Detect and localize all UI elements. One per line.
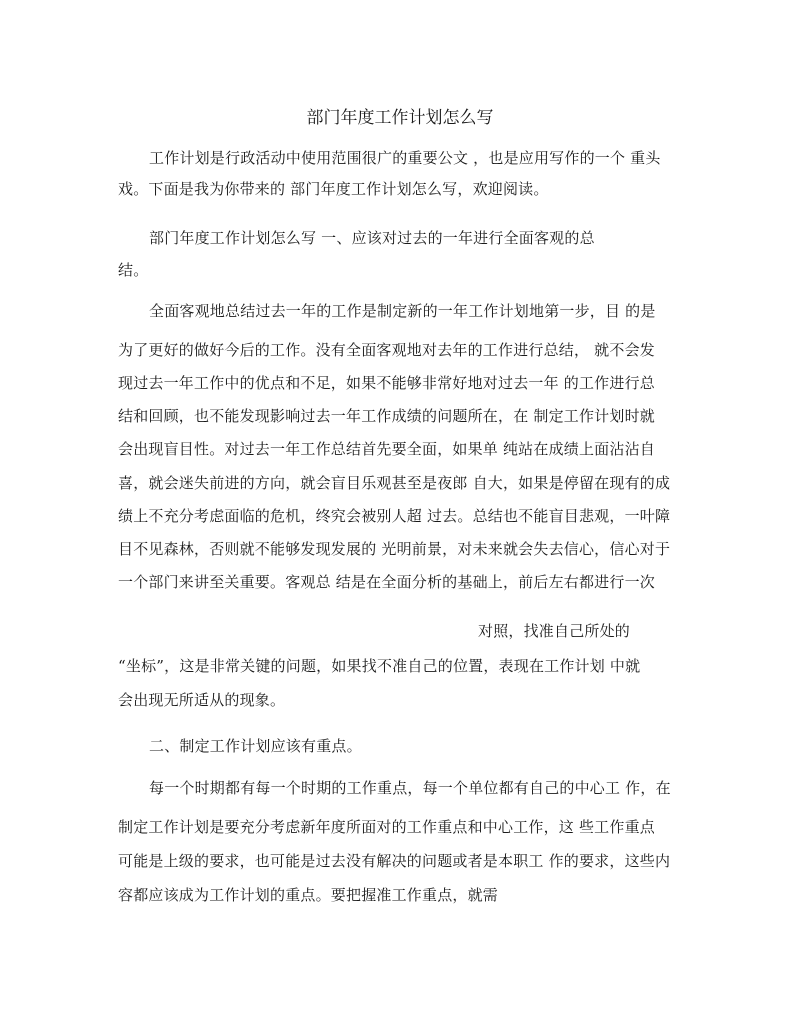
paragraph-3-line-5: 会出现盲目性。对过去一年工作总结首先要全面，如果单 纯站在成绩上面沾沾自 <box>118 440 655 458</box>
paragraph-1-line-1: 工作计划是行政活动中使用范围很广的重要公文 ，也是应用写作的一个 重头 <box>149 149 661 167</box>
paragraph-5-line-4: 容都应该成为工作计划的重点。要把握准工作重点，就需 <box>118 886 499 904</box>
paragraph-5-line-1: 每一个时期都有每一个时期的工作重点，每一个单位都有自己的中心工 作，在 <box>149 779 671 797</box>
paragraph-2-line-2: 结。 <box>118 261 149 279</box>
paragraph-3-line-9: 一个部门来讲至关重要。客观总 结是在全面分析的基础上，前后左右都进行一次 <box>118 573 655 591</box>
paragraph-2-line-1: 部门年度工作计划怎么写 一、应该对过去的一年进行全面客观的总 <box>149 229 595 247</box>
paragraph-3-line-8: 目不见森林，否则就不能够发现发展的 光明前景，对未来就会失去信心，信心对于 <box>118 540 671 558</box>
paragraph-3-line-12: 会出现无所适从的现象。 <box>118 691 286 709</box>
paragraph-3-line-11: “坐标”，这是非常关键的问题，如果找不准自己的位置，表现在工作计划 中就 <box>118 657 641 675</box>
paragraph-1-line-2: 戏。下面是我为你带来的 部门年度工作计划怎么写，欢迎阅读。 <box>118 180 549 198</box>
paragraph-5-line-2: 制定工作计划是要充分考虑新年度所面对的工作重点和中心工作，这 些工作重点 <box>118 818 655 836</box>
paragraph-3-line-6: 喜，就会迷失前进的方向，就会盲目乐观甚至是夜郎 自大，如果是停留在现有的成 <box>118 474 671 492</box>
paragraph-3-line-10: 对照，找准自己所处的 <box>478 622 631 640</box>
paragraph-3-line-1: 全面客观地总结过去一年的工作是制定新的一年工作计划地第一步，目 的是 <box>149 302 656 320</box>
document-title: 部门年度工作计划怎么写 <box>306 108 494 128</box>
paragraph-3-line-2: 为了更好的做好今后的工作。没有全面客观地对去年的工作进行总结， 就不会发 <box>118 341 655 359</box>
paragraph-5-line-3: 可能是上级的要求，也可能是过去没有解决的问题或者是本职工 作的要求，这些内 <box>118 852 671 870</box>
paragraph-3-line-3: 现过去一年工作中的优点和不足，如果不能够非常好地对过去一年 的工作进行总 <box>118 374 655 392</box>
paragraph-3-line-4: 结和回顾，也不能发现影响过去一年工作成绩的问题所在，在 制定工作计划时就 <box>118 407 655 425</box>
paragraph-3-line-7: 绩上不充分考虑面临的危机，终究会被别人超 过去。总结也不能盲目悲观，一叶障 <box>118 507 671 525</box>
paragraph-4-line-1: 二、制定工作计划应该有重点。 <box>149 737 362 755</box>
